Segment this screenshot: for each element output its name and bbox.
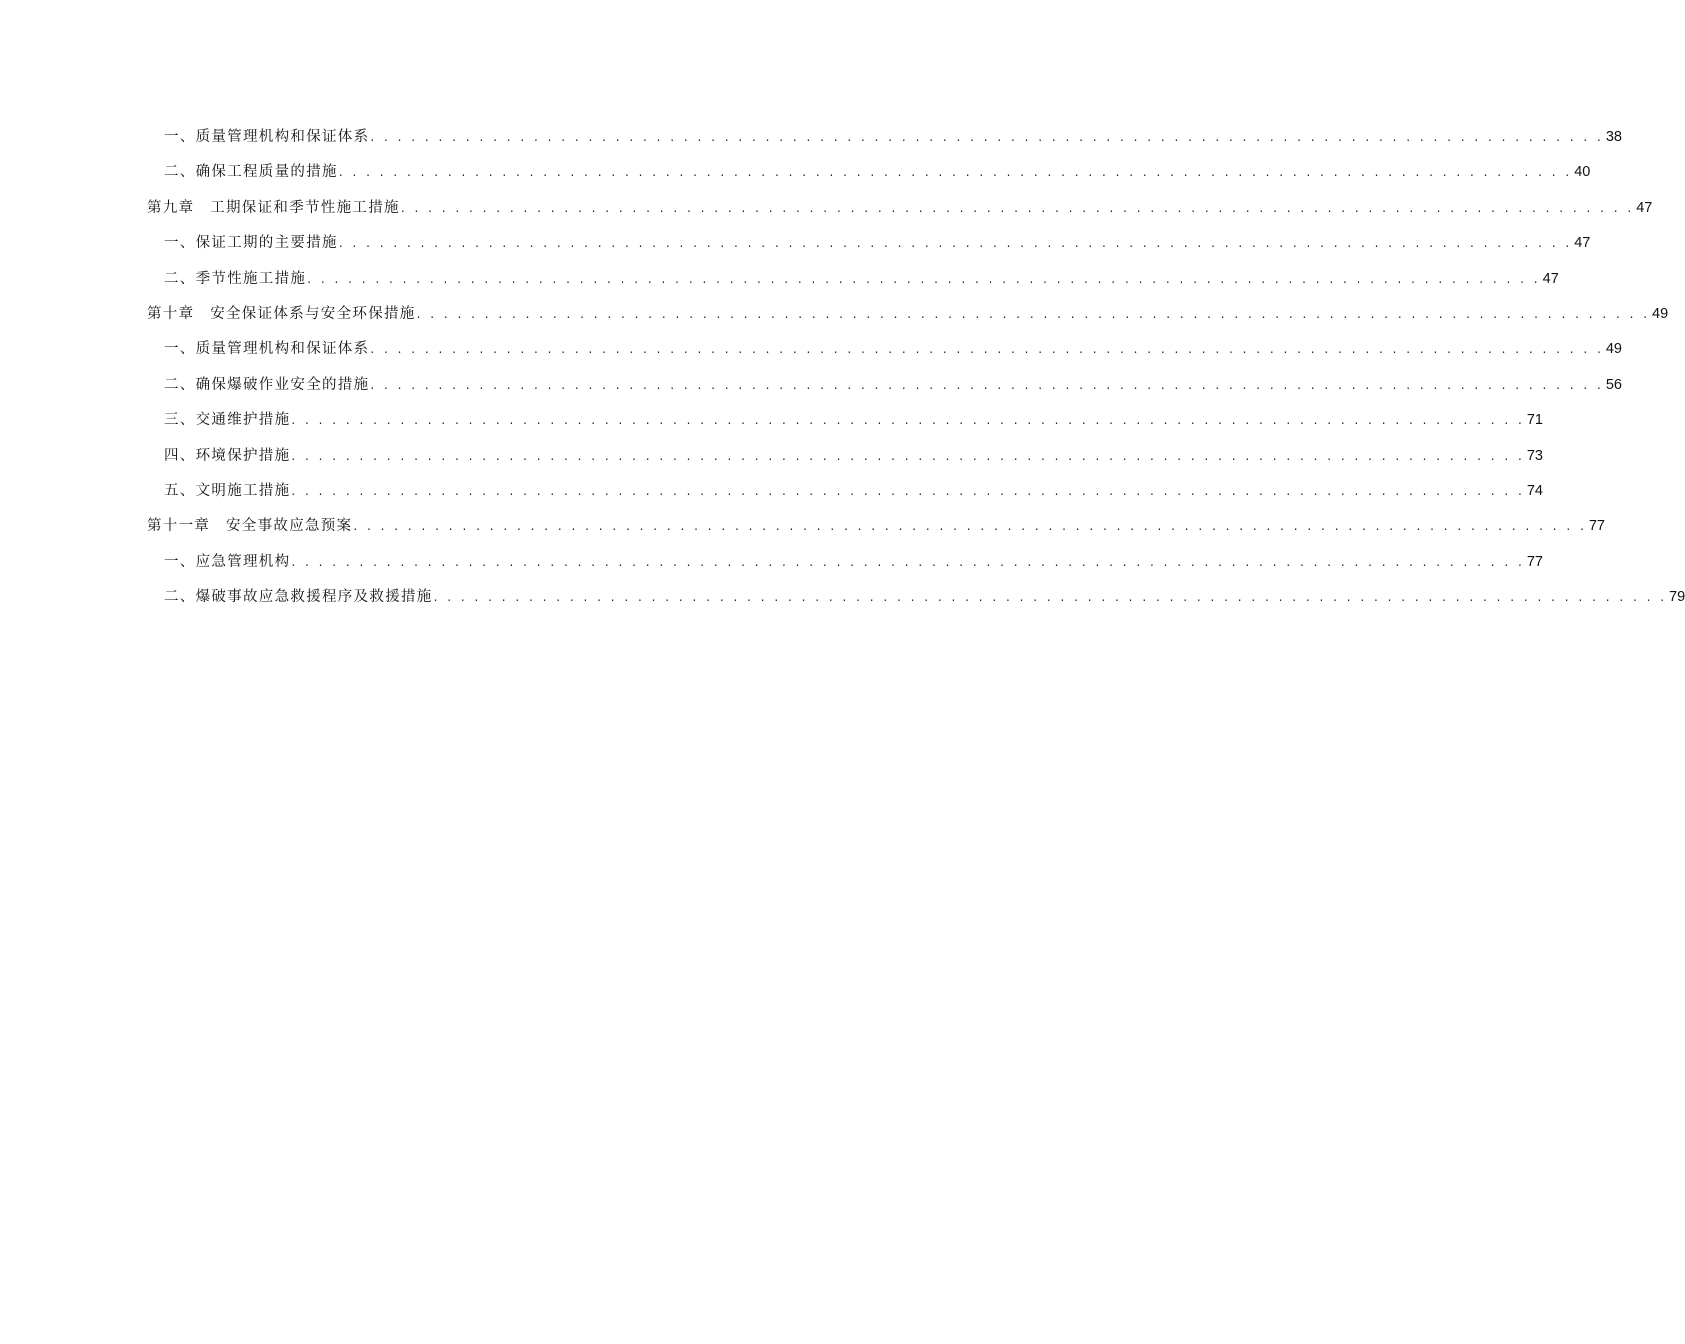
toc-dot-leader: . . . . . . . . . . . . . . . . . . . . . . . . . . . . . . . . . . . . . . . . . . . . . . . . . . . . . . . . . . . . . . . . . . . . . . . . . . . . . . . . . . . . . . . . . . .: [370, 342, 1604, 357]
toc-page-number: 47: [1636, 199, 1653, 216]
toc-entry-title: 四、环境保护措施: [164, 447, 291, 464]
toc-dot-leader: . . . . . . . . . . . . . . . . . . . . . . . . . . . . . . . . . . . . . . . . . . . . . . . . . . . . . . . . . . . . . . . . . . . . . . . . . . . . . . . . . . . . . . . . . . .: [400, 200, 1635, 215]
toc-page-number: 74: [1526, 482, 1543, 499]
toc-dot-leader: . . . . . . . . . . . . . . . . . . . . . . . . . . . . . . . . . . . . . . . . . . . . . . . . . . . . . . . . . . . . . . . . . . . . . . . . . . . . . . . . . . . . . . . . . . .: [370, 130, 1604, 144]
toc-page-number: 47: [1542, 270, 1559, 287]
toc-entry-title: 一、保证工期的主要措施: [164, 235, 338, 252]
toc-page-number: 40: [1574, 164, 1591, 181]
toc-section-entry[interactable]: [147, 403, 1543, 438]
toc-dot-leader: . . . . . . . . . . . . . . . . . . . . . . . . . . . . . . . . . . . . . . . . . . . . . . . . . . . . . . . . . . . . . . . . . . . . . . . . . . . . . . . . . . . . . . . . . . .: [307, 271, 1541, 286]
toc-entry-title: 二、爆破事故应急救援程序及救援措施: [164, 589, 433, 606]
toc-section-entry[interactable]: [147, 262, 1559, 297]
toc-entry-title: 一、应急管理机构: [164, 553, 291, 570]
toc-dot-leader: . . . . . . . . . . . . . . . . . . . . . . . . . . . . . . . . . . . . . . . . . . . . . . . . . . . . . . . . . . . . . . . . . . . . . . . . . . . . . . . . . . . . . . . . . . .: [433, 590, 1668, 605]
table-of-contents: [147, 120, 1685, 615]
toc-dot-leader: . . . . . . . . . . . . . . . . . . . . . . . . . . . . . . . . . . . . . . . . . . . . . . . . . . . . . . . . . . . . . . . . . . . . . . . . . . . . . . . . . . . . . . . . . . .: [370, 377, 1604, 392]
toc-entry-title: 第九章 工期保证和季节性施工措施: [147, 199, 400, 216]
toc-page-number: 49: [1605, 341, 1622, 358]
toc-page-number: 79: [1669, 589, 1685, 606]
toc-page-number: 71: [1526, 412, 1543, 429]
toc-section-entry[interactable]: [147, 120, 1622, 155]
toc-dot-leader: . . . . . . . . . . . . . . . . . . . . . . . . . . . . . . . . . . . . . . . . . . . . . . . . . . . . . . . . . . . . . . . . . . . . . . . . . . . . . . . . . . . . . . . . . . .: [291, 413, 1525, 428]
toc-entry-title: 二、确保爆破作业安全的措施: [164, 376, 370, 393]
toc-dot-leader: . . . . . . . . . . . . . . . . . . . . . . . . . . . . . . . . . . . . . . . . . . . . . . . . . . . . . . . . . . . . . . . . . . . . . . . . . . . . . . . . . . . . . . . . . . .: [291, 448, 1525, 463]
toc-entry-title: 五、文明施工措施: [164, 482, 291, 499]
toc-entry-title: 第十一章 安全事故应急预案: [147, 518, 353, 535]
toc-dot-leader: . . . . . . . . . . . . . . . . . . . . . . . . . . . . . . . . . . . . . . . . . . . . . . . . . . . . . . . . . . . . . . . . . . . . . . . . . . . . . . . . . . . . . . . . . . .: [338, 236, 1573, 251]
toc-entry-title: 第十章 安全保证体系与安全环保措施: [147, 305, 416, 322]
toc-entry-title: 二、季节性施工措施: [164, 270, 307, 287]
toc-entry-title: 二、确保工程质量的措施: [164, 164, 338, 181]
toc-section-entry[interactable]: [147, 332, 1622, 367]
toc-section-entry[interactable]: [147, 155, 1591, 190]
toc-section-entry[interactable]: [147, 226, 1591, 261]
toc-section-entry[interactable]: [147, 474, 1543, 509]
toc-entry-title: 一、质量管理机构和保证体系: [164, 341, 370, 358]
toc-section-entry[interactable]: [147, 439, 1543, 474]
toc-page-number: 56: [1605, 376, 1622, 393]
toc-page-number: 38: [1605, 129, 1622, 145]
toc-page-number: 73: [1526, 447, 1543, 464]
toc-entry-title: 一、质量管理机构和保证体系: [164, 129, 370, 145]
toc-section-entry[interactable]: [147, 368, 1622, 403]
toc-entry-title: 三、交通维护措施: [164, 412, 291, 429]
toc-dot-leader: . . . . . . . . . . . . . . . . . . . . . . . . . . . . . . . . . . . . . . . . . . . . . . . . . . . . . . . . . . . . . . . . . . . . . . . . . . . . . . . . . . . . . . . . . . .: [291, 483, 1525, 498]
toc-chapter-entry[interactable]: [147, 509, 1605, 544]
toc-section-entry[interactable]: [147, 545, 1543, 580]
toc-dot-leader: . . . . . . . . . . . . . . . . . . . . . . . . . . . . . . . . . . . . . . . . . . . . . . . . . . . . . . . . . . . . . . . . . . . . . . . . . . . . . . . . . . . . . . . . . . .: [338, 165, 1573, 180]
toc-chapter-entry[interactable]: [147, 297, 1669, 332]
toc-chapter-entry[interactable]: [147, 191, 1653, 226]
toc-section-entry[interactable]: [147, 580, 1685, 615]
toc-page-number: 77: [1526, 553, 1543, 570]
toc-dot-leader: . . . . . . . . . . . . . . . . . . . . . . . . . . . . . . . . . . . . . . . . . . . . . . . . . . . . . . . . . . . . . . . . . . . . . . . . . . . . . . . . . . . . . . . . . . .: [353, 519, 1587, 534]
toc-page-number: 47: [1574, 235, 1591, 252]
toc-page-number: 49: [1652, 305, 1669, 322]
toc-page-number: 77: [1588, 518, 1605, 535]
toc-dot-leader: . . . . . . . . . . . . . . . . . . . . . . . . . . . . . . . . . . . . . . . . . . . . . . . . . . . . . . . . . . . . . . . . . . . . . . . . . . . . . . . . . . . . . . . . . . .: [291, 554, 1525, 569]
toc-dot-leader: . . . . . . . . . . . . . . . . . . . . . . . . . . . . . . . . . . . . . . . . . . . . . . . . . . . . . . . . . . . . . . . . . . . . . . . . . . . . . . . . . . . . . . . . . . .: [416, 306, 1651, 321]
